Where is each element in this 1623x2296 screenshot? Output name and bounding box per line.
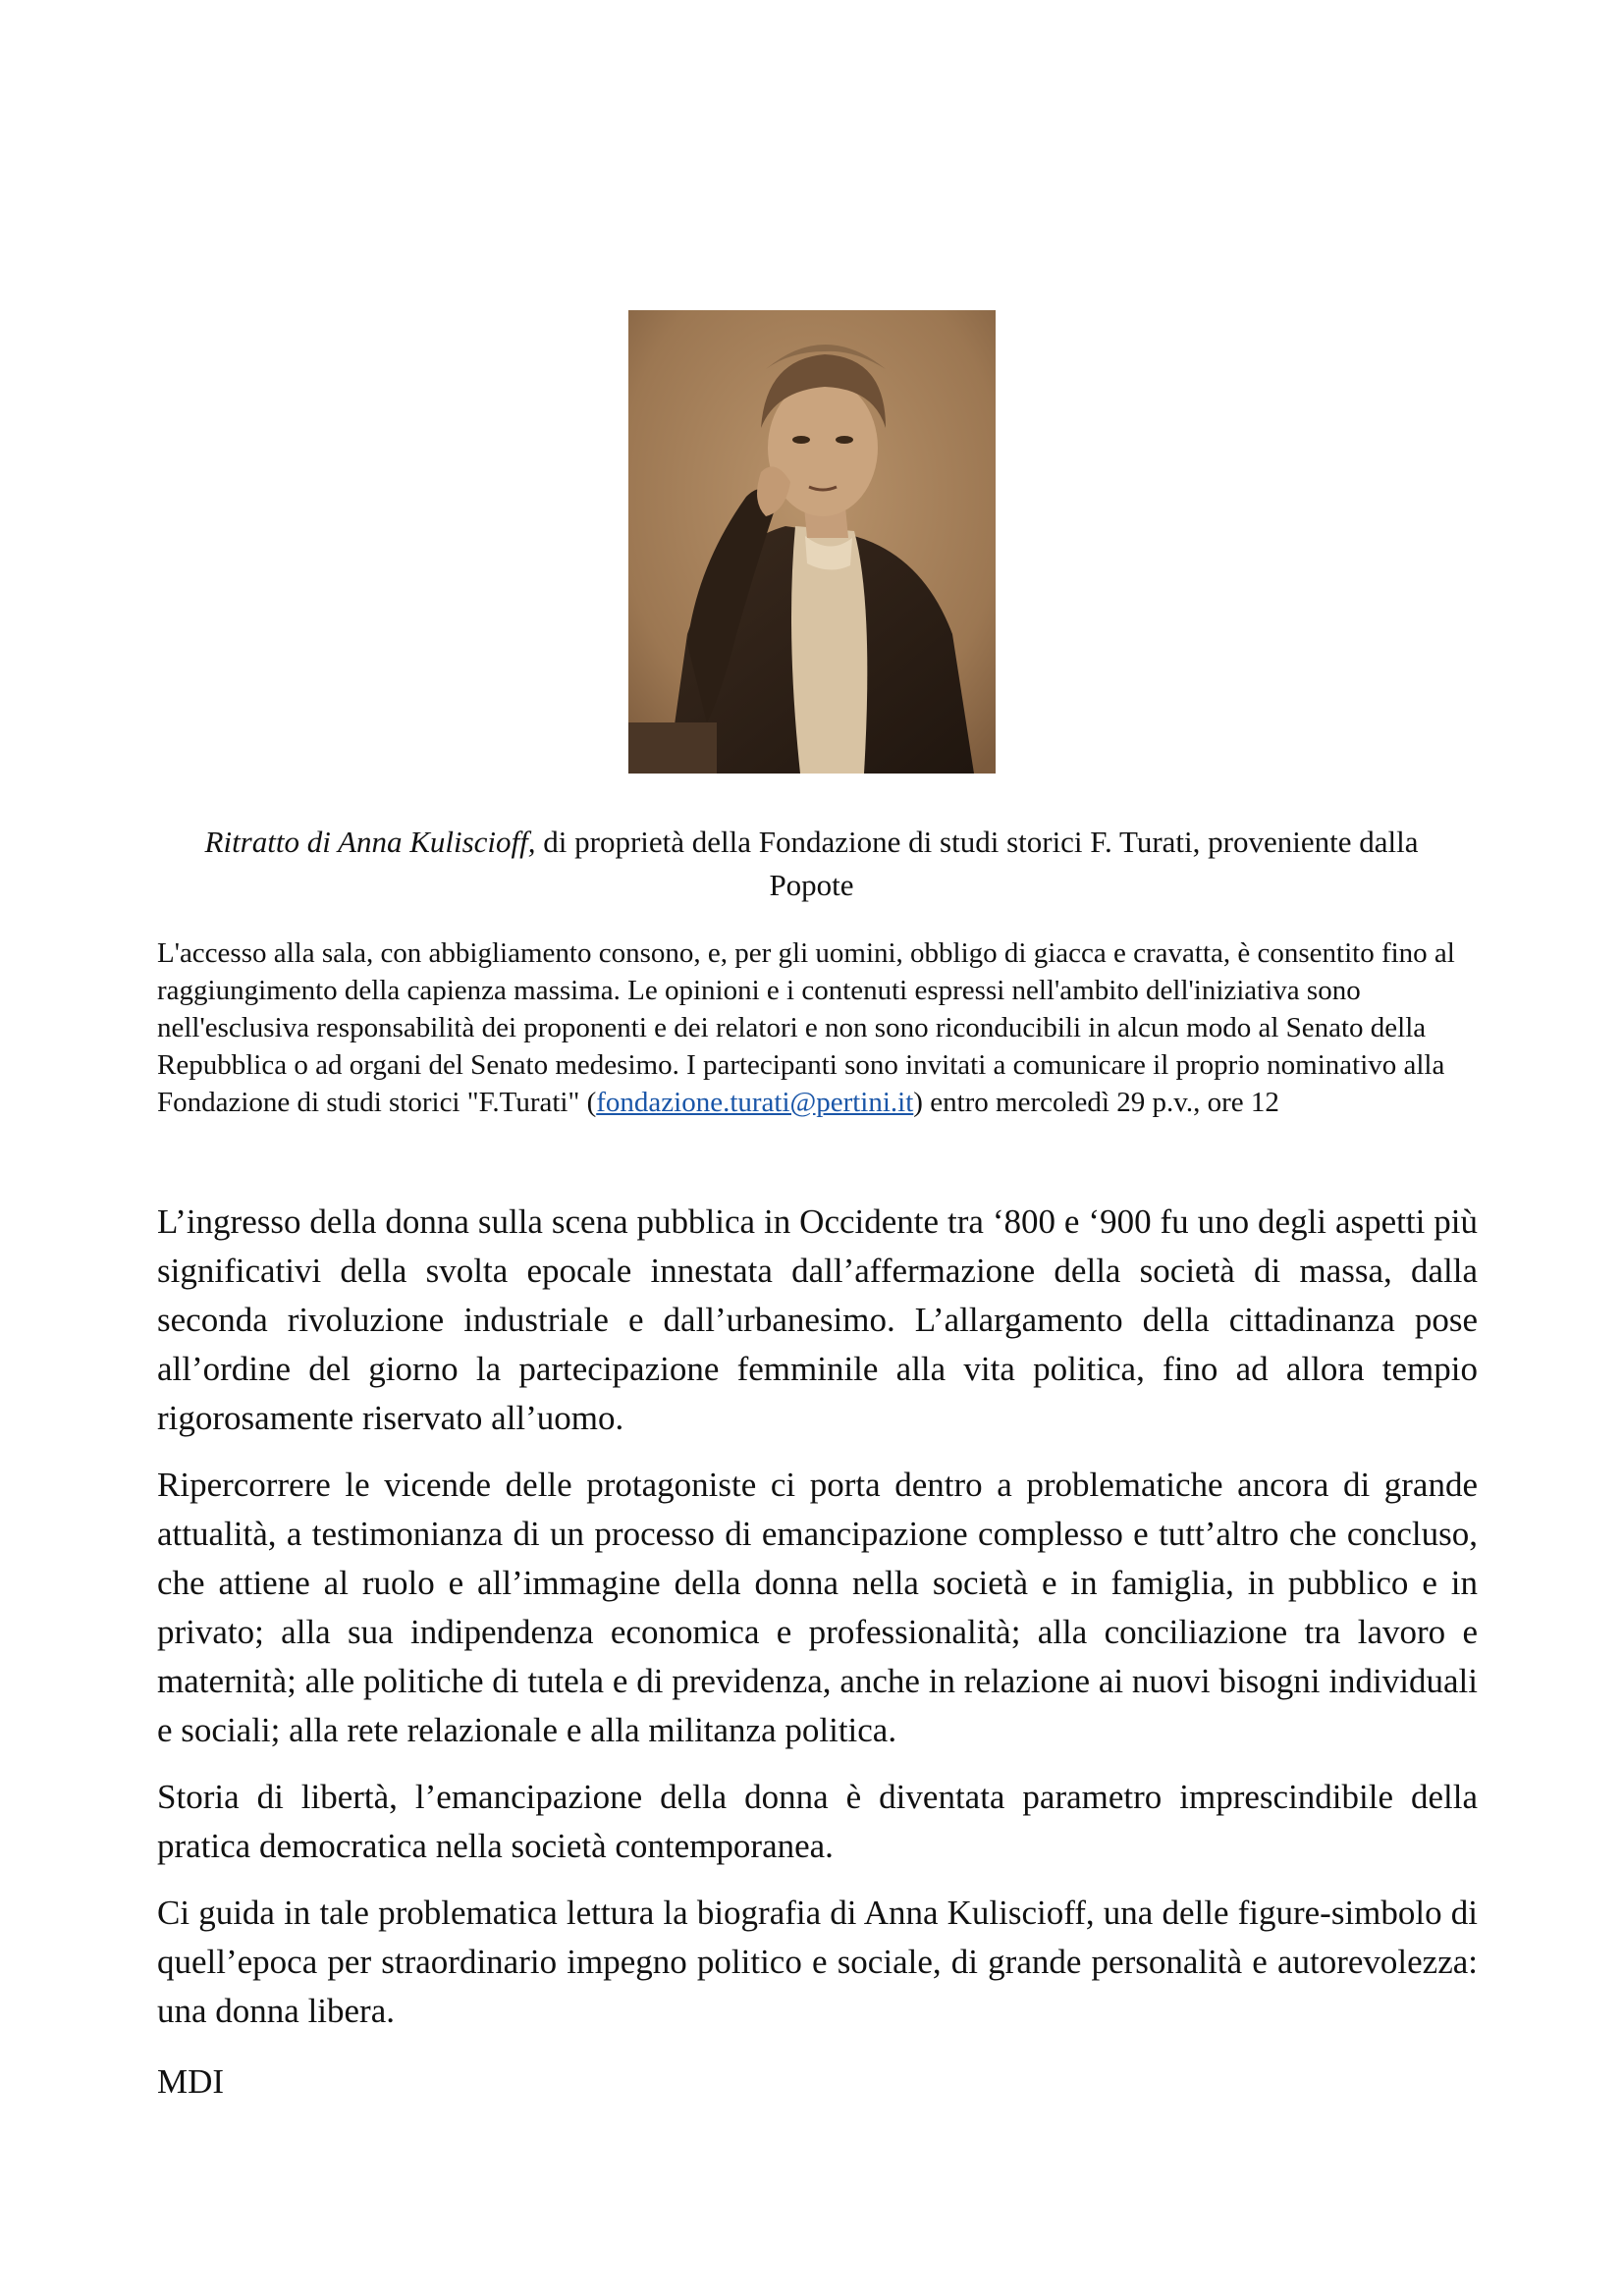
caption-text-line1: di proprietà della Fondazione di studi storici F. Turati, proveniente dalla: [535, 825, 1419, 859]
notice-text-end: ) entro mercoledì 29 p.v., ore 12: [913, 1087, 1279, 1118]
paragraph-1: L’ingresso della donna sulla scena pubblica in Occidente tra ‘800 e ‘900 fu uno degli aspetti più significativi della svolta epocale innestata dall’affermazione della società di massa, dalla seconda rivoluzione industriale e dall’urbanesimo. L’allargamento della cittadinanza pose all’ordine del giorno la partecipazione femminile alla vita politica, fino ad allora tempio rigorosamente riservato all’uomo.: [157, 1202, 1478, 1437]
email-link[interactable]: fondazione.turati@pertini.it: [596, 1087, 914, 1118]
portrait-image: [628, 310, 996, 774]
paragraph-4: Ci guida in tale problematica lettura la biografia di Anna Kuliscioff, una delle figure-simbolo di quell’epoca per straordinario impegno politico e sociale, di grande personalità e autorevolezza: una donna libera.: [157, 1894, 1478, 2030]
paragraph-3: Storia di libertà, l’emancipazione della donna è diventata parametro imprescindibile della pratica democratica nella società contemporanea.: [157, 1778, 1478, 1865]
main-text: [157, 1198, 1478, 2124]
caption-italic: Ritratto di Anna Kuliscioff,: [204, 825, 536, 859]
notice-text: L'accesso alla sala, con abbigliamento consono, e, per gli uomini, obbligo di giacca e cravatta, è consentito fino al raggiungimento della capienza massima. Le opinioni e i contenuti espressi nell'ambito dell'iniziativa sono nell'esclusiva responsabilità dei proponenti e dei relatori e non sono riconducibili in alcun modo al Senato della Repubblica o ad organi del Senato medesimo. I partecipanti sono invitati a comunicare il proprio nominativo alla Fondazione di studi storici "F.Turati" (: [157, 937, 1455, 1118]
photo-caption: [147, 821, 1476, 907]
paragraph-2: Ripercorrere le vicende delle protagoniste ci porta dentro a problematiche ancora di grande attualità, a testimonianza di un processo di emancipazione complesso e tutt’altro che concluso, che attiene al ruolo e all’immagine della donna nella società e in famiglia, in pubblico e in privato; alla sua indipendenza economica e professionalità; alla conciliazione tra lavoro e maternità; alle politiche di tutela e di previdenza, anche in relazione ai nuovi bisogni individuali e sociali; alla rete relazionale e alla militanza politica.: [157, 1466, 1478, 1749]
caption-text-line2: Popote: [769, 868, 854, 902]
access-notice: [157, 934, 1478, 1121]
signature: MDI: [157, 2062, 225, 2101]
portrait-photo: [628, 310, 996, 774]
